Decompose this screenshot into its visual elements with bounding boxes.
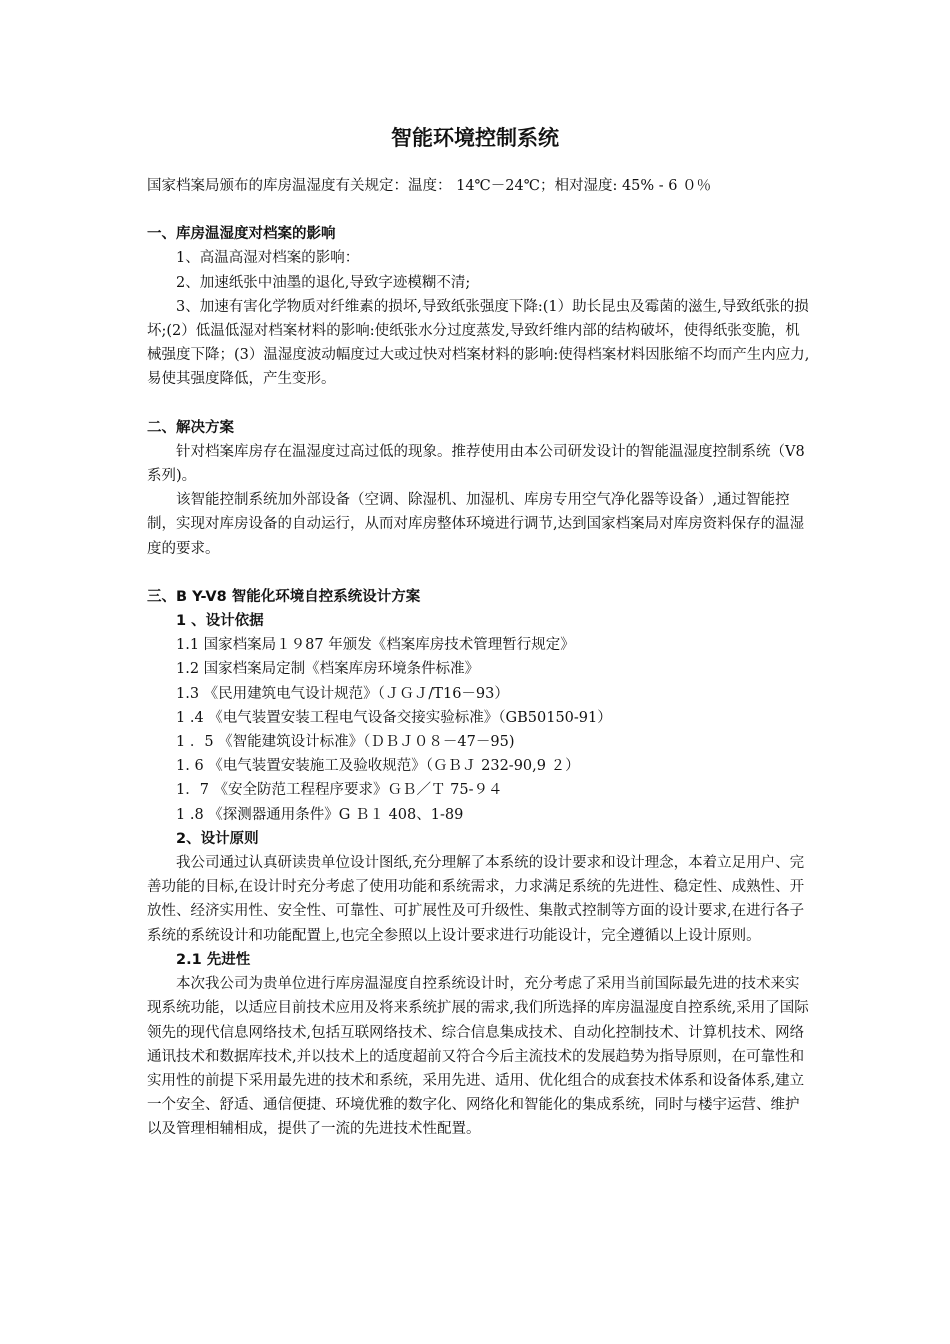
document-body bbox=[147, 174, 811, 1142]
design-basis-item: 1．7 《安全防范工程程序要求》ＧＢ／Ｔ 75-９４ bbox=[176, 782, 503, 799]
section-1-paragraph: 1、高温高湿对档案的影响： bbox=[176, 250, 360, 267]
section-2-heading: 二、解决方案 bbox=[147, 419, 234, 436]
design-basis-item: 1. 6 《电气装置安装施工及验收规范》（ＧＢＪ 232-90,9 ２） bbox=[176, 758, 580, 775]
section-1-heading: 一、库房温湿度对档案的影响 bbox=[147, 226, 336, 243]
advanced-paragraph: 本次我公司为贵单位进行库房温湿度自控系统设计时，充分考虑了采用当前国际最先进的技术来实现系统功能，以适应目前技术应用及将来系统扩展的需求,我们所选择的库房温湿度自控系统,采用了国际领先的现代信息网络技术,包括互联网络技术、综合信息集成技术、自动化控制技术、计算机技术、网络通讯技术和数据库技术,并以技术上的适度超前又符合今后主流技术的发展趋势为指导原则，在可靠性和实用性的前提下采用最先进的技术和系统，采用先进、适用、优化组合的成套技术体系和设备体系,建立一个安全、舒适、通信便捷、环境优雅的数字化、网络化和智能化的集成系统，同时与楼宇运营、维护以及管理相辅相成，提供了一流的先进技术性配置。 bbox=[147, 976, 809, 1138]
document-title: 智能环境控制系统 bbox=[391, 126, 559, 150]
section-2-paragraph: 针对档案库房存在温湿度过高过低的现象。推荐使用由本公司研发设计的智能温湿度控制系统（V8 系列)。 bbox=[147, 443, 805, 485]
section-2-paragraph: 该智能控制系统加外部设备（空调、除湿机、加湿机、库房专用空气净化器等设备）,通过智能控制，实现对库房设备的自动运行，从而对库房整体环境进行调节,达到国家档案局对库房资料保存的温湿度的要求。 bbox=[147, 492, 805, 557]
design-basis-item: 1.3 《民用建筑电气设计规范》（ＪＧＪ/T16－93） bbox=[176, 685, 509, 702]
intro-paragraph: 国家档案局颁布的库房温湿度有关规定：温度： 14℃－24℃；相对湿度: 45% - 6 ０％ bbox=[147, 178, 712, 194]
design-basis-item: 1 ．5 《智能建筑设计标准》（ＤＢＪ０８－47－95) bbox=[176, 734, 515, 751]
section-3-heading: 三、B Y-V8 智能化环境自控系统设计方案 bbox=[147, 588, 421, 605]
section-1-paragraph: 2、加速纸张中油墨的退化,导致字迹模糊不清; bbox=[176, 274, 471, 291]
design-basis-heading: 1 、设计依据 bbox=[176, 613, 264, 630]
section-1-paragraph: 3、加速有害化学物质对纤维素的损坏,导致纸张强度下降:(1）助长昆虫及霉菌的滋生,导致纸张的损坏;(2）低温低湿对档案材料的影响:使纸张水分过度蒸发,导致纤维内部的结构破坏，使得纸张变脆，机械强度下降；(3）温湿度波动幅度过大或过快对档案材料的影响:使得档案材料因胀缩不均而产生内应力,易使其强度降低，产生变形。 bbox=[147, 298, 810, 388]
design-basis-item: 1 .8 《探测器通用条件》G Ｂ１ 408、1-89 bbox=[176, 806, 464, 823]
design-basis-item: 1 .4 《电气装置安装工程电气设备交接实验标准》（GB50150-91） bbox=[176, 709, 612, 726]
advanced-heading: 2.1 先进性 bbox=[176, 951, 251, 968]
design-basis-item: 1.1 国家档案局１９87 年颁发《档案库房技术管理暂行规定》 bbox=[176, 637, 575, 654]
design-principle-paragraph: 我公司通过认真研读贵单位设计图纸,充分理解了本系统的设计要求和设计理念，本着立足用户、完善功能的目标,在设计时充分考虑了使用功能和系统需求，力求满足系统的先进性、稳定性、成熟性、开放性、经济实用性、安全性、可靠性、可扩展性及可升级性、集散式控制等方面的设计要求,在进行各子系统的系统设计和功能配置上,也完全参照以上设计要求进行功能设计，完全遵循以上设计原则。 bbox=[147, 855, 805, 944]
design-principle-heading: 2、设计原则 bbox=[176, 830, 259, 847]
design-basis-item: 1.2 国家档案局定制《档案库房环境条件标准》 bbox=[176, 661, 480, 678]
